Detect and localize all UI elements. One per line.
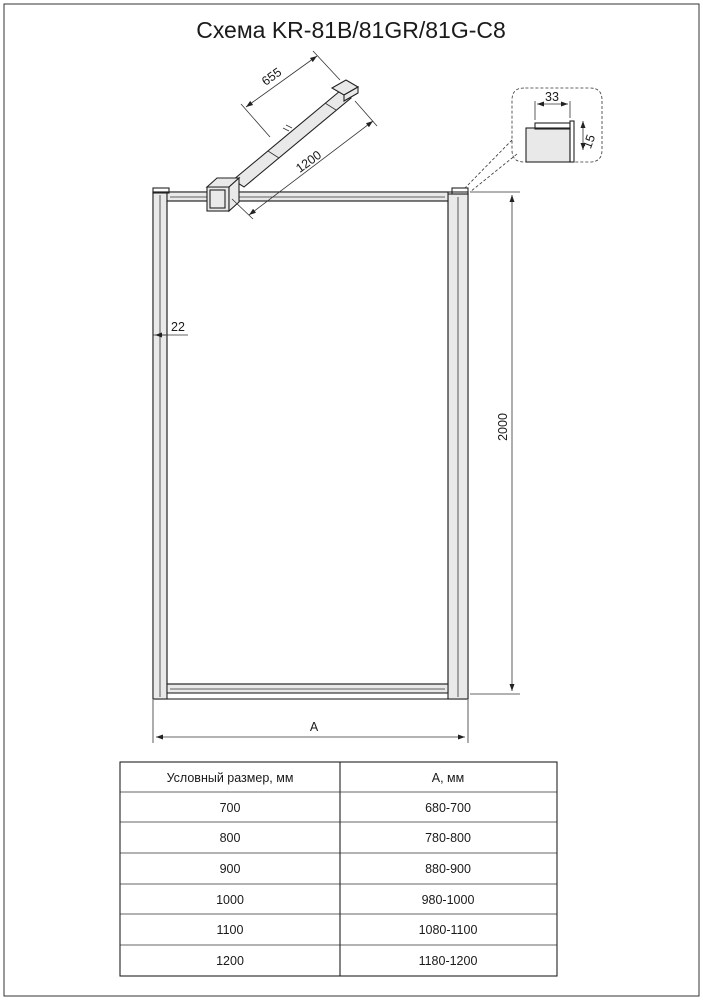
size-table: [120, 762, 557, 976]
svg-text:33: 33: [545, 90, 559, 104]
table-cell: 880-900: [425, 862, 471, 876]
table-cell: 700: [219, 801, 241, 815]
bottom-frame-profile: [167, 684, 448, 693]
table-cell: 1200: [216, 954, 244, 968]
svg-text:22: 22: [171, 320, 185, 334]
table-cell: 780-800: [425, 831, 471, 845]
sheet-border: [4, 4, 699, 996]
table-cell: 1100: [216, 923, 244, 937]
table-cell: 800: [219, 831, 241, 845]
svg-text:2000: 2000: [496, 413, 510, 441]
table-header-nominal-size: Условный размер, мм: [166, 771, 294, 785]
dimension-a: [153, 700, 468, 743]
table-cell: 980-1000: [421, 893, 475, 907]
svg-text:655: 655: [259, 64, 285, 89]
table-cell: 1180-1200: [418, 954, 478, 968]
table-cell: 1000: [216, 893, 244, 907]
table-header-a: А, мм: [431, 771, 465, 785]
table-cell: 1080-1100: [418, 923, 478, 937]
glass-panel: [153, 188, 468, 699]
stabilizer-bar: [207, 80, 358, 211]
table-cell: 680-700: [425, 801, 471, 815]
svg-text:A: A: [309, 720, 319, 734]
dimension-2000: [470, 192, 520, 694]
svg-text:1200: 1200: [293, 147, 325, 176]
table-cell: 900: [219, 862, 241, 876]
page-title: Схема KR-81B/81GR/81G-C8: [196, 17, 506, 43]
dimension-655: [241, 51, 340, 137]
svg-text:15: 15: [580, 132, 599, 151]
profile-detail-callout: [465, 88, 602, 192]
